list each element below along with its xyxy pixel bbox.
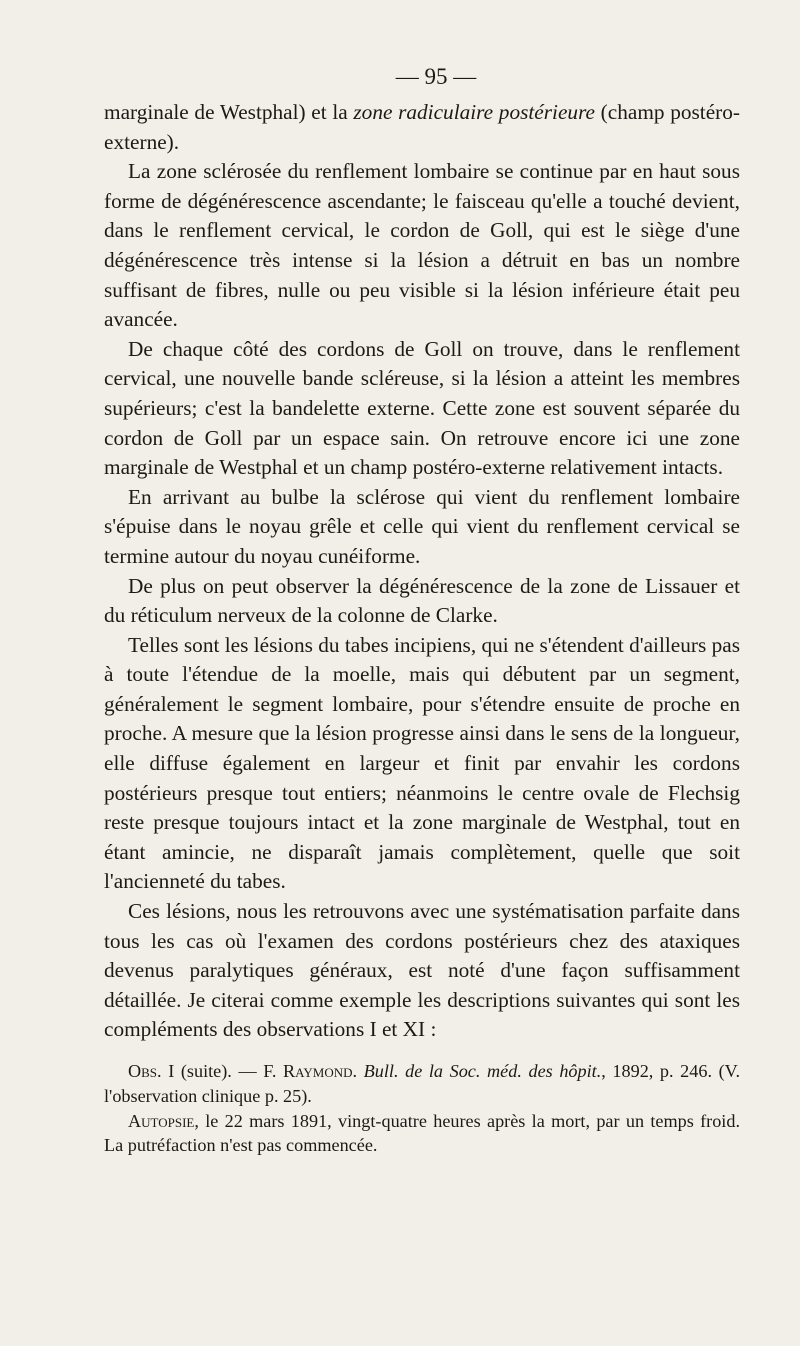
paragraph-4: En arrivant au bulbe la sclérose qui vient du renflement lombaire s'épuise dans le noyau grêle et celle qui vient du renflement cervical se termine autour du noyau cunéiforme.	[104, 484, 740, 568]
obs-label: Obs.	[128, 1061, 162, 1081]
paragraph-1	[104, 98, 740, 157]
paragraph-7: Ces lésions, nous les retrouvons avec une systématisation parfaite dans tous les cas où l'examen des cordons postérieurs chez des ataxiques devenus paralytiques généraux, est noté d'une façon suffisamment détaillée. Je citerai comme exemple les descriptions suivantes qui sont les compléments des observations I et XI :	[104, 899, 740, 1042]
paragraph-2: La zone sclérosée du renflement lombaire se continue par en haut sous forme de dégénérescence ascendante; le faisceau qu'elle a touché devient, dans le renflement cervical, le cordon de Goll, qui est le siège d'une dégénérescence très intense si la lésion a détruit en bas un nombre suffisant de fibres, nulle ou peu visible si la lésion inférieure était peu avancée.	[104, 159, 740, 332]
paragraph-6: Telles sont les lésions du tabes incipiens, qui ne s'étendent d'ailleurs pas à toute l'étendue de la moelle, mais qui débutent par un segment, généralement le segment lombaire, pour s'étendre ensuite de proche en proche. A mesure que la lésion progresse ainsi dans le sens de la longueur, elle diffuse également en largeur et finit par envahir les cordons postérieurs presque tout entiers; néanmoins le centre ovale de Flechsig reste presque toujours intact et la zone marginale de Westphal, tout en étant amincie, ne disparaît jamais complètement, quelle que soit l'ancienneté du tabes.	[104, 632, 740, 894]
body-text	[104, 98, 740, 1045]
autopsy-note	[104, 1109, 740, 1159]
obs-journal: Bull. de la Soc. méd. des hôpit.	[363, 1061, 602, 1081]
autopsy-text: , le 22 mars 1891, vingt-quatre heures après la mort, par un temps froid. La putréfaction n'est pas commencée.	[104, 1110, 740, 1156]
autopsy-label: Autopsie	[128, 1110, 195, 1131]
paragraph-1-text-start: marginale de Westphal) et la	[104, 100, 354, 124]
observation-reference	[104, 1059, 740, 1109]
obs-separator: .	[352, 1061, 364, 1081]
paragraph-1-text-end: (champ postéro-externe).	[104, 100, 741, 154]
paragraph-5: De plus on peut observer la dégénérescence de la zone de Lissauer et du réticulum nerveux de la colonne de Clarke.	[104, 573, 740, 628]
obs-author: Raymond	[283, 1061, 353, 1081]
obs-number: I (suite). — F.	[161, 1061, 284, 1081]
page-number: — 95 —	[395, 64, 477, 89]
obs-citation-end: , 1892, p. 246. (V. l'observation clinique p. 25).	[104, 1061, 740, 1106]
paragraph-1-emphasis: zone radiculaire postérieure	[353, 100, 596, 124]
paragraph-3: De chaque côté des cordons de Goll on trouve, dans le renflement cervical, une nouvelle bande scléreuse, si la lésion a atteint les membres supérieurs; c'est la bandelette externe. Cette zone est souvent séparée du cordon de Goll par un espace sain. On retrouve encore ici une zone marginale de Westphal et un champ postéro-externe relativement intacts.	[104, 336, 740, 480]
observation-notes	[104, 1059, 740, 1158]
